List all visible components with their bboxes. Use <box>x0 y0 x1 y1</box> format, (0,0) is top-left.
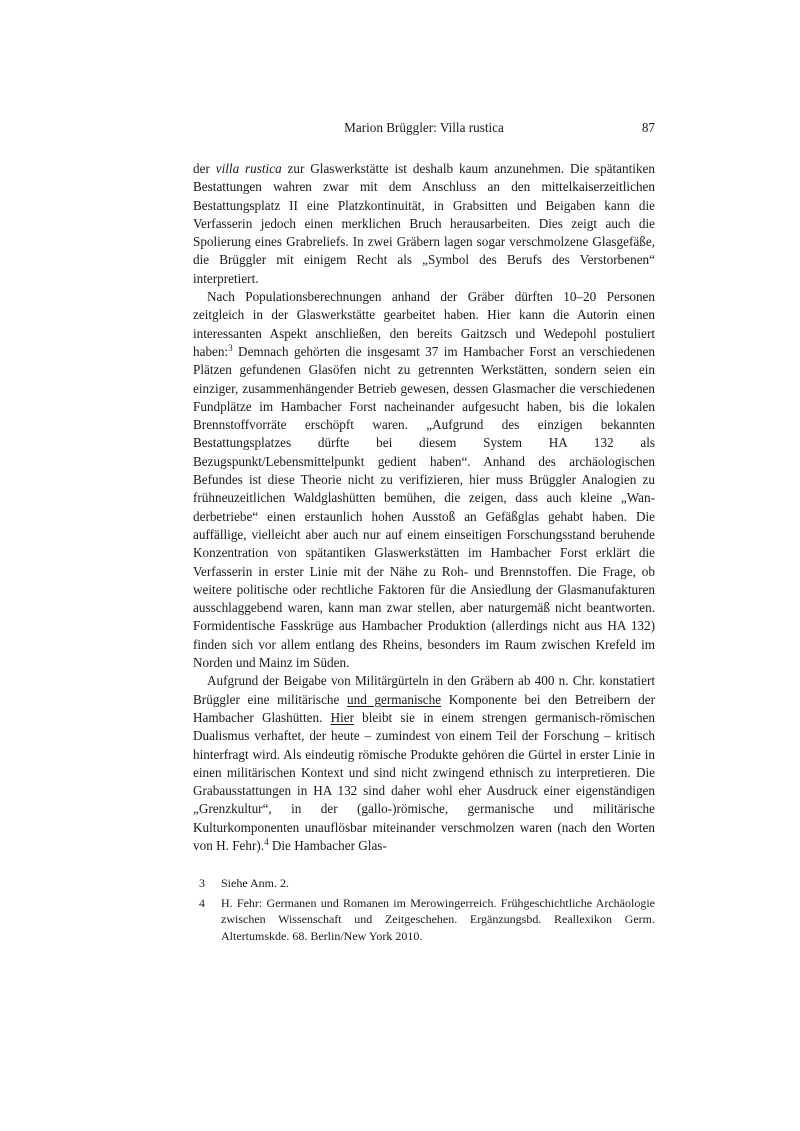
text-run: Aufgrund der Beigabe von Militärgürteln in den Gräbern ab 400 n. Chr. konstatiert Brüggler eine militärische <box>193 673 655 707</box>
footnotes <box>193 875 655 944</box>
footnote-text: Siehe Anm. 2. <box>221 876 289 891</box>
running-header <box>193 118 655 138</box>
text-run: zur Glaswerkstätte ist deshalb kaum anzunehmen. Die spätantiken Bestattungen wahren zwar mit dem Anschluss an den mittelkaiserzeitlichen Bestattungsplatz II eine Platzkontinuität, in Grabsitten und Beigaben kann die Verfasserin jedoch einen merklichen Bruch herausarbeiten. Dies zeigt auch die Spolierung eines Grabreliefs. In zwei Gräbern lagen sogar verschmolzene Glasgefäße, die Brüggler mit einigem Recht als „Symbol des Berufs des Verstorbenen“ interpretiert. <box>193 161 655 286</box>
text-run: Nach Populationsberechnungen anhand der Gräber dürften 10–20 Personen zeitgleich in der Glaswerkstätte gearbeitet haben. Hier kann die Autorin einen interessanten Aspekt anschließen, den bereits Gaitzsch und Wedepohl postuliert haben: <box>193 289 655 359</box>
italic-term: villa rustica <box>215 161 282 176</box>
text-run: Komponente bei den Betreibern der Hambacher Glashütten. <box>193 691 655 725</box>
body-paragraph <box>193 160 655 288</box>
footnote <box>193 875 655 891</box>
footnote-number: 4 <box>199 895 205 910</box>
page-number: 87 <box>641 120 655 135</box>
body-text <box>193 160 655 855</box>
footnote <box>193 895 655 944</box>
footnote-ref: 3 <box>228 342 233 353</box>
footnote-text: H. Fehr: Germanen und Romanen im Merowingerreich. Frühgeschichtliche Archäologie zwischen Wissenschaft und Zeitgeschehen. Ergänzungsbd. Reallexikon Germ. Altertumskde. 68. Berlin/New York 2010. <box>221 895 655 943</box>
footnote-number: 3 <box>199 876 205 891</box>
text-run: Demnach gehörten die insgesamt 37 im Hambacher Forst an verschiedenen Plätzen gefundenen Glasöfen nicht zu getrennten Werkstätten, sondern seien ein einziger, zusammenhängender Betrieb gewesen, dessen Glasmacher die verschiedenen Fundplätze im Hambacher Forst nacheinander aufgesucht haben, bis die lokalen Brennstoffvorräte erschöpft waren. „Aufgrund des einzigen bekannten Bestattungsplatzes dürfte bei diesem System HA 132 als Bezugspunkt/Lebensmittelpunkt gedient haben“. Anhand des archäologischen Befundes ist diese Theorie nicht zu verifizieren, hier muss Brüggler Analogien zu frühneuzeitlichen Waldglashütten bemühen, die zeigen, dass auch kleine „Wanderbetriebe“ einen erstaunlich hohen Ausstoß an Gefäßglas gehabt haben. Die auffällige, vielleicht aber auch nur auf einem einseitigen Forschungsstand beruhende Konzentration von spätantiken Glaswerkstätten im Hambacher Forst erklärt die Verfasserin in erster Linie mit der Nähe zu Roh- und Brennstoffen. Die Frage, ob weitere politische oder rechtliche Faktoren für die Ansiedlung der Glasmanufakturen ausschlaggebend waren, kann man zwar stellen, aber naturgemäß nicht beantworten. Formidentische Fasskrüge aus Hambacher Produktion (allerdings nicht aus HA 132) finden sich vor allem entlang des Rheins, besonders im Raum zwischen Krefeld im Norden und Mainz im Süden. <box>193 343 655 671</box>
underlined-text: und germanische <box>347 691 442 707</box>
document-page <box>193 118 655 947</box>
underlined-text: Hier <box>330 709 354 725</box>
body-paragraph <box>193 288 655 672</box>
text-run: bleibt sie in einem strengen germanisch-römischen Dualismus verhaftet, der heute – zumindest von einem Teil der Forschung – kritisch hinterfragt wird. Als eindeutig römische Produkte gehören die Gürtel in erster Linie in einen militärischen Kontext und sind nicht zwingend ethnisch zu interpretieren. Die Grabausstattungen in HA 132 sind daher wohl eher Ausdruck einer eigenständigen „Grenzkultur“, in der (gallo-)römische, germanische und militärische Kulturkomponenten unauflösbar miteinander verschmolzen waren (nach den Worten von H. Fehr). <box>193 709 655 853</box>
text-run: Die Hambacher Glas- <box>268 837 387 853</box>
footnote-ref: 4 <box>264 836 269 847</box>
body-paragraph <box>193 672 655 855</box>
running-title: Marion Brüggler: Villa rustica <box>344 120 504 135</box>
text-run: der <box>193 161 216 176</box>
